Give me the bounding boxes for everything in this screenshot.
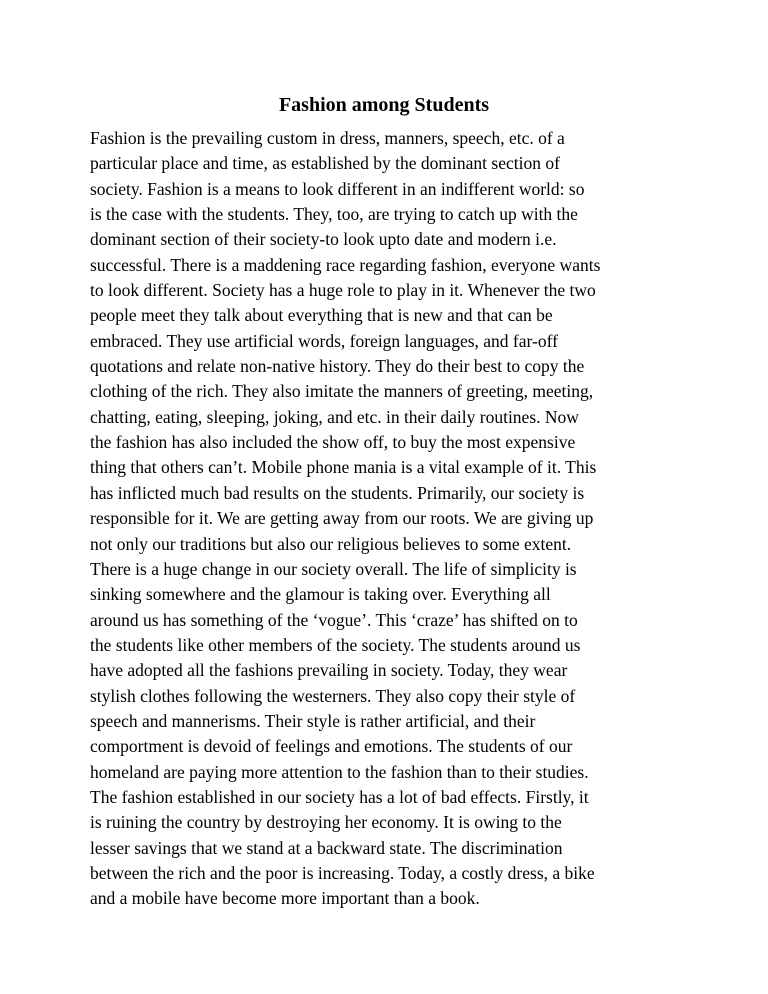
essay-line: chatting, eating, sleeping, joking, and etc. in their daily routines. Now	[90, 406, 579, 427]
essay-line: around us has something of the ‘vogue’. This ‘craze’ has shifted on to	[90, 609, 578, 630]
essay-line: people meet they talk about everything that is new and that can be	[90, 305, 553, 326]
essay-line: the fashion has also included the show off, to buy the most expensive	[90, 432, 576, 453]
essay-line: stylish clothes following the westerners. They also copy their style of	[90, 685, 576, 706]
essay-line: and a mobile have become more important than a book.	[90, 888, 480, 909]
essay-line: The fashion established in our society has a lot of bad effects. Firstly, it	[90, 786, 589, 807]
essay-line: is the case with the students. They, too, are trying to catch up with the	[90, 204, 578, 225]
essay-line: lesser savings that we stand at a backward state. The discrimination	[90, 837, 563, 858]
essay-line: successful. There is a maddening race regarding fashion, everyone wants	[90, 254, 601, 275]
essay-line: comportment is devoid of feelings and emotions. The students of our	[90, 736, 573, 757]
essay-line: homeland are paying more attention to the fashion than to their studies.	[90, 761, 589, 782]
essay-line: have adopted all the fashions prevailing in society. Today, they wear	[90, 660, 568, 681]
essay-line: Fashion is the prevailing custom in dress, manners, speech, etc. of a	[90, 128, 565, 148]
essay-line: society. Fashion is a means to look different in an indifferent world: so	[90, 178, 585, 199]
essay-line: thing that others can’t. Mobile phone mania is a vital example of it. This	[90, 457, 597, 478]
essay-line: clothing of the rich. They also imitate the manners of greeting, meeting,	[90, 381, 594, 402]
essay-line: sinking somewhere and the glamour is taking over. Everything all	[90, 584, 551, 605]
page-title: Fashion among Students	[278, 94, 490, 116]
essay-line: not only our traditions but also our religious believes to some extent.	[90, 533, 572, 554]
essay-line: particular place and time, as established by the dominant section of	[90, 153, 560, 174]
essay-line: responsible for it. We are getting away from our roots. We are giving up	[90, 508, 594, 529]
essay-line: is ruining the country by destroying her economy. It is owing to the	[90, 812, 562, 833]
essay-line: has inflicted much bad results on the students. Primarily, our society is	[90, 482, 585, 503]
essay-line: dominant section of their society-to look upto date and modern i.e.	[90, 229, 557, 250]
essay-line: the students like other members of the society. The students around us	[90, 634, 581, 655]
essay-line: to look different. Society has a huge role to play in it. Whenever the two	[90, 280, 596, 301]
essay-line: between the rich and the poor is increasing. Today, a costly dress, a bike	[90, 862, 595, 883]
essay-line: quotations and relate non-native history. They do their best to copy the	[90, 356, 585, 377]
essay-line: embraced. They use artificial words, foreign languages, and far-off	[90, 330, 558, 351]
essay-line: speech and mannerisms. Their style is rather artificial, and their	[90, 710, 536, 731]
essay-body	[90, 126, 690, 912]
essay-line: There is a huge change in our society overall. The life of simplicity is	[90, 558, 577, 579]
